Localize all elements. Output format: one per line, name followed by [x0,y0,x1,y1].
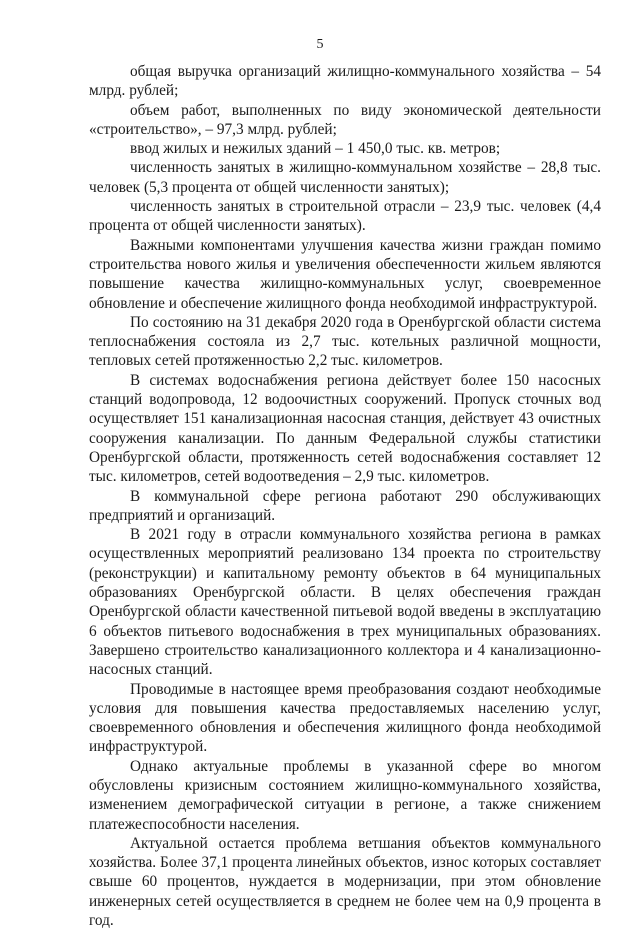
page-number: 5 [316,37,324,52]
paragraph-housing-employment: численность занятых в жилищно-коммунальном хозяйстве – 28,8 тыс. человек (5,3 процента от общей численности занятых); [89,159,601,196]
paragraph-transformations: Проводимые в настоящее время преобразования создают необходимые условия для повышения качества предоставляемых населению услуг, своевременного обновления и обеспечения жилищного фонда необходимой инфраструктурой. [89,680,601,756]
document-body [89,62,601,930]
paragraph-revenue: общая выручка организаций жилищно-коммунального хозяйства – 54 млрд. рублей; [89,63,601,100]
paragraph-2021-projects: В 2021 году в отрасли коммунального хозяйства региона в рамках осуществленных мероприятий реализовано 134 проекта по строительству (реконструкции) и капитальному ремонту объектов в 64 муниципальных образованиях Оренбургской области. В целях обеспечения граждан Оренбургской области качественной питьевой водой введены в эксплуатацию 6 объектов питьевого водоснабжения в трех муниципальных образованиях. Завершено строительство канализационного коллектора и 4 канализационно-насосных станций. [89,526,601,679]
paragraph-quality-of-life: Важными компонентами улучшения качества жизни граждан помимо строительства нового жилья и увеличения обеспеченности жильем являются повышение качества жилищно-коммунальных услуг, своевременное обновление и обеспечение жилищного фонда необходимой инфраструктурой. [89,236,601,312]
paragraph-problems: Однако актуальные проблемы в указанной сфере во многом обусловлены кризисным состоянием жилищно-коммунального хозяйства, изменением демографической ситуации в регионе, а также снижением платежеспособности населения. [89,757,601,833]
paragraph-infrastructure-aging: Актуальной остается проблема ветшания объектов коммунального хозяйства. Более 37,1 процента линейных объектов, износ которых составляет свыше 60 процентов, нуждается в модернизации, при этом обновление инженерных сетей осуществляется в среднем не более чем на 0,9 процента в год. [89,834,601,930]
paragraph-heat-supply: По состоянию на 31 декабря 2020 года в Оренбургской области система теплоснабжения состояла из 2,7 тыс. котельных различной мощности, тепловых сетей протяженностью 2,2 тыс. километров. [89,313,601,370]
paragraph-construction-employment: численность занятых в строительной отрасли – 23,9 тыс. человек (4,4 процента от общей численности занятых). [89,198,601,235]
paragraph-building-commissioning: ввод жилых и нежилых зданий – 1 450,0 тыс. кв. метров; [130,140,501,158]
paragraph-service-enterprises: В коммунальной сфере региона работают 290 обслуживающих предприятий и организаций. [89,487,601,524]
paragraph-construction-volume: объем работ, выполненных по виду экономической деятельности «строительство», – 97,3 млрд. рублей; [89,101,601,138]
paragraph-water-supply: В системах водоснабжения региона действует более 150 насосных станций водопровода, 12 водоочистных сооружений. Пропуск сточных вод осуществляет 151 канализационная насосная станция, действует 43 очистных сооружения канализации. По данным Федеральной службы статистики Оренбургской области, протяженность сетей водоснабжения составляет 12 тыс. километров, сетей водоотведения – 2,9 тыс. километров. [89,371,601,486]
